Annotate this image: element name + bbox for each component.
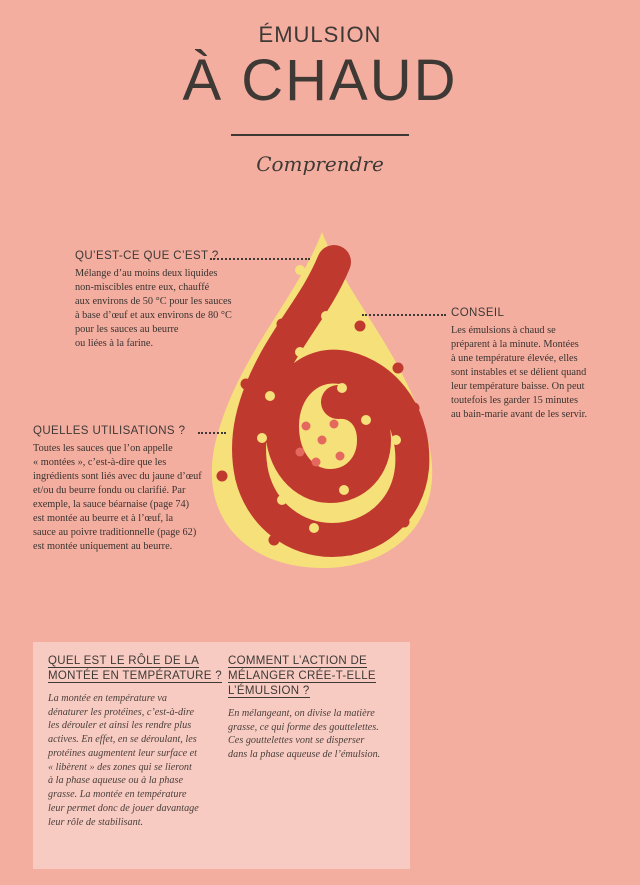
section-tip-body	[451, 324, 631, 423]
panel-left-body	[48, 692, 223, 830]
section-what-heading: QU’EST-CE QUE C’EST ?	[75, 250, 219, 262]
panel-right-heading	[228, 654, 406, 699]
text-line: actives. En effet, en se déroulant, les	[48, 734, 197, 746]
text-line: à une température élevée, elles	[451, 352, 578, 364]
droplet	[277, 495, 287, 505]
text-line: à base d’œuf et aux environs de 80 °C	[75, 310, 232, 322]
text-line: est montée uniquement au beurre.	[33, 541, 173, 553]
section-uses-heading: QUELLES UTILISATIONS ?	[33, 425, 186, 437]
text-line: est montée au beurre et à l’œuf, la	[33, 513, 174, 525]
droplet	[361, 415, 371, 425]
text-line: Mélange d’au moins deux liquides	[75, 267, 218, 279]
droplet	[302, 422, 311, 431]
text-line: ou liées à la farine.	[75, 338, 154, 350]
text-line: sauce au poivre traditionnelle (page 62)	[33, 527, 197, 539]
droplet	[373, 491, 383, 501]
text-line: leur rôle de stabilisant.	[48, 816, 144, 828]
section-what-body	[75, 267, 265, 352]
droplet	[330, 420, 339, 429]
text-line: Ces gouttelettes vont se disperser	[228, 735, 365, 747]
text-line: leur permet donc de jouer davantage	[48, 803, 199, 814]
droplet	[309, 523, 319, 533]
droplet	[296, 448, 305, 457]
text-line: les dérouler et ainsi les rendre plus	[48, 720, 192, 732]
text-line: La montée en température va	[48, 692, 168, 704]
text-line: dans la phase aqueuse de l’émulsion.	[228, 749, 381, 761]
heading-line: QUEL EST LE RÔLE DE LA	[48, 655, 200, 667]
heading-line: L’ÉMULSION ?	[228, 684, 310, 697]
droplet	[337, 383, 347, 393]
droplet	[269, 535, 280, 546]
section-uses-body	[33, 442, 233, 555]
text-line: sont instables et se délient quand	[451, 367, 587, 379]
droplet	[295, 265, 305, 275]
connector-what	[210, 258, 310, 260]
droplet	[312, 458, 321, 467]
section-tip	[451, 307, 631, 422]
droplet	[345, 545, 356, 556]
text-line: En mélangeant, on divise la matière	[228, 707, 375, 719]
panel-left-heading	[48, 654, 223, 684]
text-line: ingrédients sont liés avec du jaune d’œuf	[33, 470, 202, 482]
text-line: leur température baisse. On peut	[451, 381, 585, 393]
droplet	[321, 311, 331, 321]
text-line: aux environs de 50 °C pour les sauces	[75, 295, 232, 307]
text-line: au bain-marie avant de les servir.	[451, 409, 588, 421]
info-panel	[33, 642, 410, 869]
text-line: non-miscibles entre eux, chauffé	[75, 281, 210, 293]
text-line: « montées », c’est-à-dire que les	[33, 456, 167, 468]
droplet	[355, 321, 366, 332]
text-line: grasse, ce qui forme des gouttelettes.	[228, 721, 379, 733]
text-line: Toutes les sauces que l’on appelle	[33, 442, 173, 454]
droplet	[409, 403, 420, 414]
heading-line: COMMENT L’ACTION DE	[228, 655, 368, 667]
droplet	[339, 485, 349, 495]
panel-right-column	[228, 654, 406, 762]
droplet	[315, 269, 326, 280]
droplet	[295, 347, 305, 357]
droplet	[391, 435, 401, 445]
page-subtitle: Comprendre	[256, 152, 384, 176]
heading-line: MÉLANGER CRÉE-T-ELLE	[228, 669, 376, 682]
text-line: dénaturer les protéines, c’est-à-dire	[48, 706, 194, 718]
page-title: À CHAUD	[182, 48, 458, 113]
text-line: Les émulsions à chaud se	[451, 324, 556, 336]
droplet	[245, 455, 256, 466]
section-tip-heading: CONSEIL	[451, 307, 505, 319]
droplet	[399, 517, 410, 528]
text-line: toutefois les garder 15 minutes	[451, 395, 578, 407]
text-line: exemple, la sauce béarnaise (page 74)	[33, 499, 190, 511]
text-line: à la phase aqueuse ou à la phase	[48, 775, 183, 787]
text-line: protéines augmentent leur surface et	[48, 747, 198, 759]
connector-uses	[198, 432, 226, 434]
kicker-title: ÉMULSION	[258, 22, 382, 47]
droplet	[265, 391, 275, 401]
panel-right-body	[228, 707, 406, 762]
droplet	[241, 379, 252, 390]
text-line: grasse. La montée en température	[48, 789, 187, 801]
droplet	[393, 363, 404, 374]
text-line: et/ou du beurre fondu ou clarifié. Par	[33, 485, 186, 497]
spiral-band	[249, 262, 412, 540]
section-uses	[33, 425, 233, 555]
droplet	[318, 436, 327, 445]
panel-left-column	[48, 654, 223, 830]
droplet	[257, 433, 267, 443]
section-what	[75, 250, 265, 351]
heading-line: MONTÉE EN TEMPÉRATURE ?	[48, 669, 222, 682]
droplet	[277, 319, 288, 330]
text-line: « libèrent » des zones qui se lieront	[48, 761, 192, 773]
droplet	[336, 452, 345, 461]
connector-tip	[362, 314, 446, 316]
text-line: préparent à la minute. Montées	[451, 338, 579, 350]
text-line: pour les sauces au beurre	[75, 324, 179, 336]
